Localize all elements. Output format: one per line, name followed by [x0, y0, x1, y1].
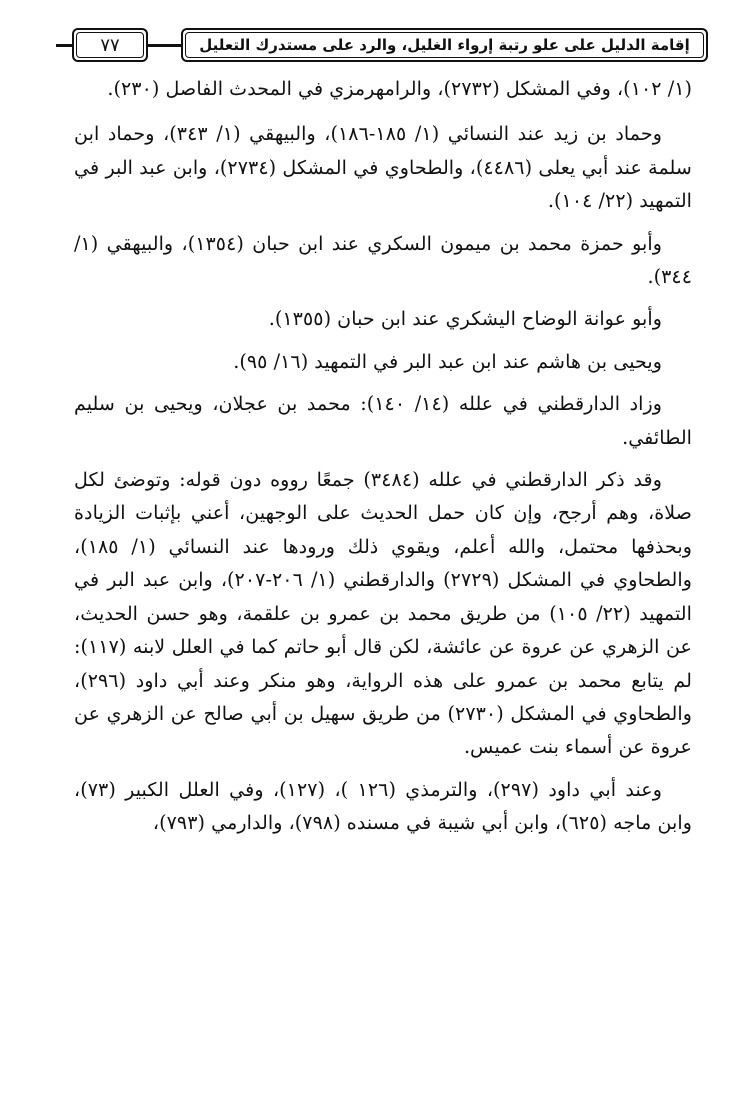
page-body [74, 72, 692, 849]
paragraph: وقد ذكر الدارقطني في علله (٣٤٨٤) جمعًا رووه دون قوله: وتوضئ لكل صلاة، وهم أرجح، وإن كان حمل الحديث على الوجهين، أعني بإثبات الزيادة وبحذفها محتمل، والله أعلم، ويقوي ذلك ورودها عند النسائي (١/ ١٨٥)، والطحاوي في المشكل (٢٧٢٩) والدارقطني (١/ ٢٠٦-٢٠٧)، وابن عبد البر في التمهيد (٢٢/ ١٠٥) من طريق محمد بن عمرو بن علقمة، وهو حسن الحديث، عن الزهري عن عروة عن عائشة، لكن قال أبو حاتم كما في العلل لابنه (١١٧): لم يتابع محمد بن عمرو على هذه الرواية، وهو منكر وعند أبي داود (٢٩٦)، والطحاوي في المشكل (٢٧٣٠) من طريق سهيل بن أبي صالح عن الزهري عن عروة عن أسماء بنت عميس. [74, 468, 692, 759]
paragraph: وزاد الدارقطني في علله (١٤/ ١٤٠): محمد بن عجلان، ويحيى بن سليم الطائفي. [74, 392, 692, 449]
paragraph: وعند أبي داود (٢٩٧)، والترمذي (١٢٦ )، (١٢٧)، وفي العلل الكبير (٧٣)، وابن ماجه (٦٢٥)، وابن أبي شيبة في مسنده (٧٩٨)، والدارمي (٧٩٣)، [74, 777, 692, 835]
paragraph: وحماد بن زيد عند النسائي (١/ ١٨٥-١٨٦)، والبيهقي (١/ ٣٤٣)، وحماد ابن سلمة عند أبي يعلى (٤٤٨٦)، والطحاوي في المشكل (٢٧٣٤)، وابن عبد البر في التمهيد (٢٢/ ١٠٤). [74, 122, 692, 213]
page-number-frame [72, 28, 148, 62]
running-title: إقامة الدليل على علو رتبة إرواء الغليل، والرد على مستدرك التعليل [185, 32, 704, 58]
paragraph: وأبو عوانة الوضاح اليشكري عند ابن حبان (١٣٥٥). [268, 307, 662, 331]
paragraph: وأبو حمزة محمد بن ميمون السكري عند ابن حبان (١٣٥٤)، والبيهقي (١/ ٣٤٤). [74, 231, 692, 289]
paragraph: ويحيى بن هاشم عند ابن عبد البر في التمهيد (١٦/ ٩٥). [233, 349, 662, 373]
paragraph: (١/ ١٠٢)، وفي المشكل (٢٧٣٢)، والرامهرمزي في المحدث الفاصل (٢٣٠). [107, 77, 692, 100]
page-number: ٧٧ [76, 32, 144, 58]
running-title-frame [181, 28, 708, 62]
running-header [56, 22, 708, 72]
